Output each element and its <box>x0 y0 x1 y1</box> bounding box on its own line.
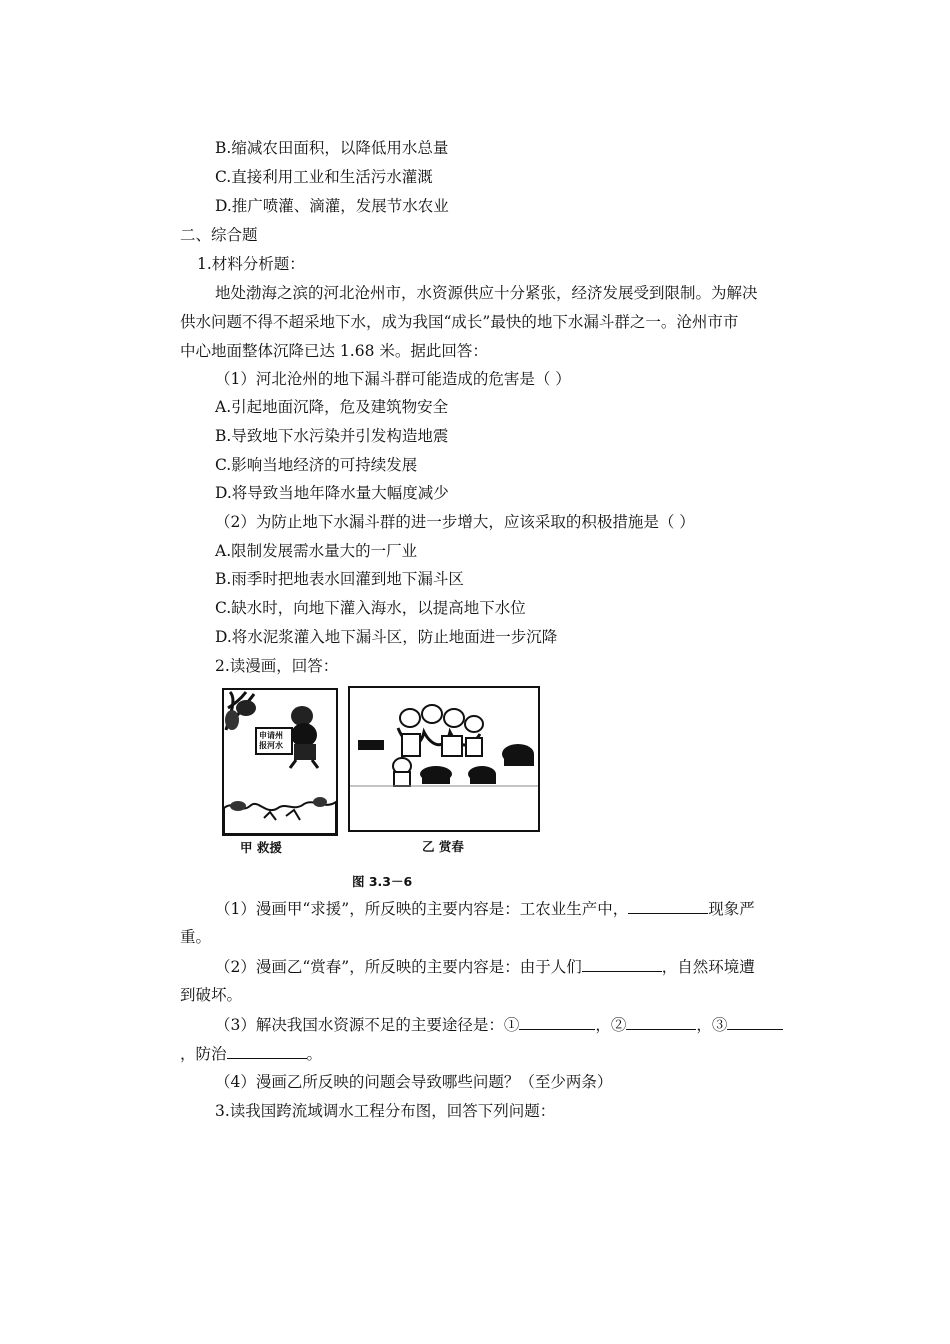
answer-blank-1[interactable] <box>628 898 708 914</box>
q2-sub2-text-c: 到破坏。 <box>180 986 243 1004</box>
sign-text-line-1: 申请州 <box>259 731 283 740</box>
answer-blank-4[interactable] <box>626 1014 696 1030</box>
option-c: C.直接利用工业和生活污水灌溉 <box>215 168 433 186</box>
comic-caption-jia: 甲 救援 <box>240 840 282 855</box>
q1-sub1-option-b: B.导致地下水污染并引发构造地震 <box>215 427 449 445</box>
q2-sub4: （4）漫画乙所反映的问题会导致哪些问题？（至少两条） <box>215 1073 613 1091</box>
q1-sub2-option-c: C.缺水时，向地下灌入海水，以提高地下水位 <box>215 599 526 617</box>
q2-sub3-sep2: ，③ <box>696 1016 728 1034</box>
comic-caption-yi: 乙 赏春 <box>422 839 464 854</box>
answer-blank-5[interactable] <box>727 1014 783 1030</box>
option-b: B.缩减农田面积，以降低用水总量 <box>215 139 449 157</box>
q2-sub3-text-a: （3）解决我国水资源不足的主要途径是：① <box>215 1016 520 1034</box>
q1-sub2-option-d: D.将水泥浆灌入地下漏斗区，防止地面进一步沉降 <box>215 628 558 646</box>
q2-sub3-sep: ，② <box>595 1016 627 1034</box>
comic-yi-drawing <box>350 688 538 830</box>
q2-sub3-end: 。 <box>306 1045 323 1063</box>
q2-sub2-line-1 <box>215 956 755 977</box>
q1-sub1-option-a: A.引起地面沉降，危及建筑物安全 <box>215 398 449 416</box>
q1-sub2-stem: （2）为防止地下水漏斗群的进一步增大，应该采取的积极措施是（ ） <box>215 513 695 531</box>
sign-text-line-2: 报河水 <box>259 741 283 750</box>
comic-jia-drawing <box>224 690 336 834</box>
q1-sub2-option-b: B.雨季时把地表水回灌到地下漏斗区 <box>215 570 464 588</box>
q1-sub1-option-c: C.影响当地经济的可持续发展 <box>215 456 418 474</box>
q1-sub1-stem: （1）河北沧州的地下漏斗群可能造成的危害是（ ） <box>215 370 571 388</box>
q1-title: 1.材料分析题： <box>197 255 305 273</box>
q2-sub3-line-2 <box>180 1043 322 1064</box>
answer-blank-3[interactable] <box>519 1014 595 1030</box>
figure-label: 图 3.3－6 <box>352 874 413 889</box>
answer-blank-6[interactable] <box>227 1043 307 1059</box>
comic-panel-yi <box>348 686 540 832</box>
q2-sub1-text-a: （1）漫画甲“求援”，所反映的主要内容是：工农业生产中， <box>215 900 629 918</box>
q1-passage-line-1: 地处渤海之滨的河北沧州市，水资源供应十分紧张，经济发展受到限制。为解决 <box>215 284 758 302</box>
q2-sub1-line-1 <box>215 898 755 919</box>
q2-sub2-text-b: ，自然环境遭 <box>661 958 755 976</box>
comic-panel-jia <box>222 688 338 836</box>
q2-sub1-text-b: 现象严 <box>708 900 755 918</box>
q1-passage-line-2: 供水问题不得不超采地下水，成为我国“成长”最快的地下水漏斗群之一。沧州市市 <box>180 313 739 331</box>
q2-title: 2.读漫画，回答： <box>215 657 339 675</box>
q2-sub3-text-b: ，防治 <box>180 1045 227 1063</box>
section-heading: 二、综合题 <box>180 226 258 244</box>
q1-sub1-option-d: D.将导致当地年降水量大幅度减少 <box>215 484 449 502</box>
q2-sub1-text-c: 重。 <box>180 928 212 946</box>
q3-title: 3.读我国跨流域调水工程分布图，回答下列问题： <box>215 1102 556 1120</box>
answer-blank-2[interactable] <box>582 956 662 972</box>
option-d: D.推广喷灌、滴灌，发展节水农业 <box>215 197 449 215</box>
q2-sub3-line-1 <box>215 1014 783 1035</box>
q1-sub2-option-a: A.限制发展需水量大的一厂业 <box>215 542 418 560</box>
q2-sub2-text-a: （2）漫画乙“赏春”，所反映的主要内容是：由于人们 <box>215 958 582 976</box>
q1-passage-line-3: 中心地面整体沉降已达 1.68 米。据此回答： <box>180 342 488 360</box>
